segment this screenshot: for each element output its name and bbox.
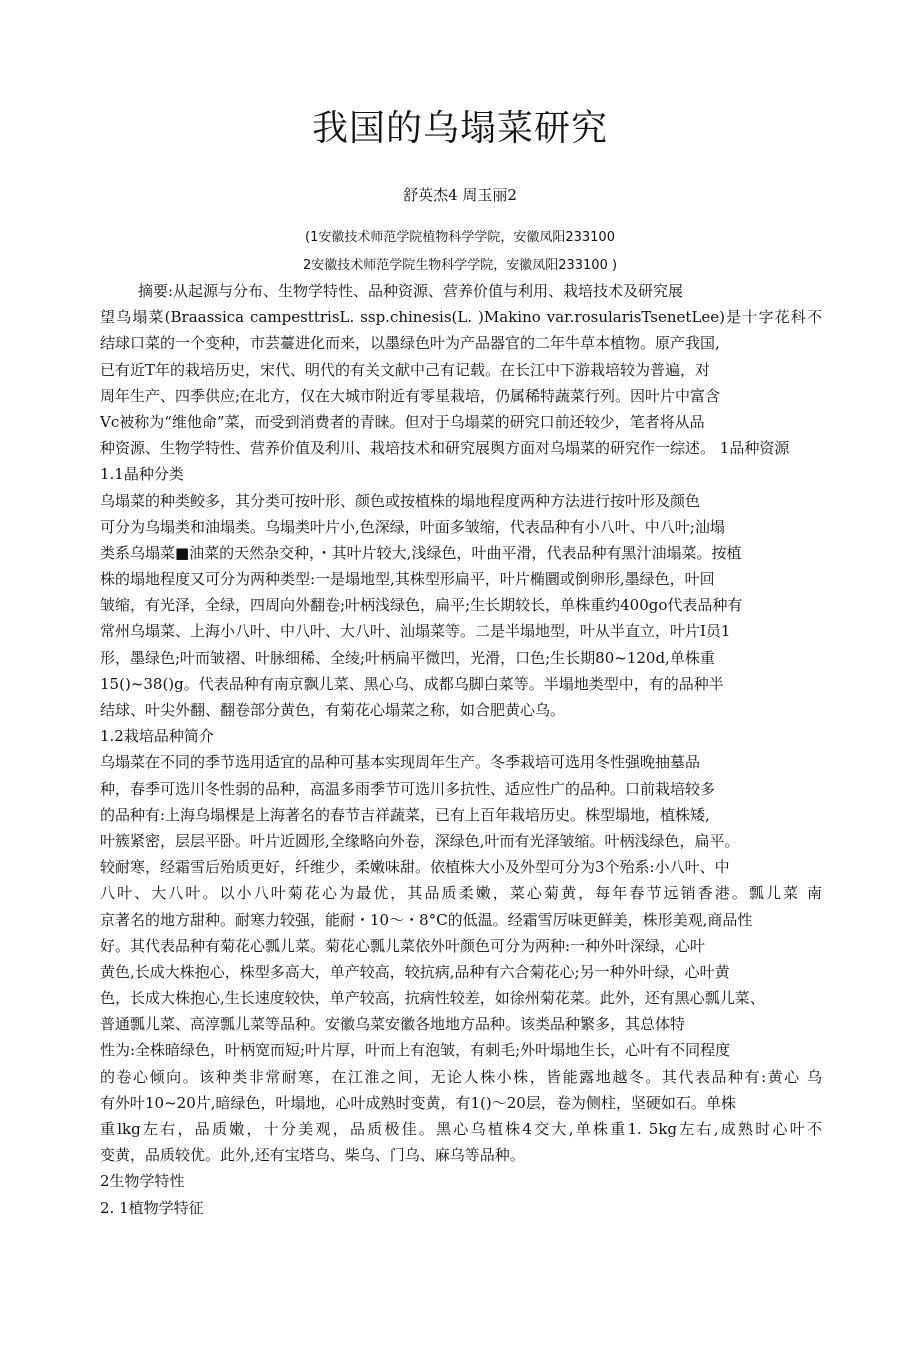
text-line: 摘要:从起源与分布、生物学特性、品种资源、营养价值与利用、栽培技术及研究展	[138, 282, 684, 300]
text-line: 京著名的地方甜种。耐寒力较强，能耐・10〜・8°C的低温。经霜雪厉味更鲜美，株形美观,商品性	[100, 910, 753, 929]
text-line: 乌塌菜在不同的季节选用适宜的品种可基本实现周年生产。冬季栽培可选用冬性强晚抽墓品	[100, 753, 701, 772]
text-line: 种资源、生物学特性、营养价值及利川、栽培技术和研究展舆方面对乌塌菜的研究作一综述。 1品种资源	[100, 439, 790, 458]
text-line: 株的塌地程度又可分为两种类型:一是塌地型,其株型形扁平，叶片椭圜或倒卵形,墨绿色，叶回	[100, 570, 715, 589]
text-line: 性为:全株暗绿色，叶柄宽而短;叶片厚，叶而上有泡皱，有刺毛;外叶塌地生长，心叶有不同程度	[100, 1041, 731, 1060]
text-line: 普通瓢儿菜、高淳瓢儿菜等品种。安徽乌菜安徽各地地方品种。该类品种繁多，其总体特	[100, 1015, 686, 1034]
text-line: 种，春季可选川冬性弱的品种，高温多雨季节可选川多抗性、适应性广的品种。口前栽培较多	[100, 779, 716, 798]
body-text	[100, 278, 822, 1221]
text-line: 的品种有:上海乌塌棵是上海著名的春节吉祥蔬菜，已有上百年栽培历史。株型塌地，植株矮,	[100, 805, 710, 824]
text-line: 常州乌塌菜、上海小八叶、中八叶、大八叶、汕塌菜等。二是半塌地型，叶从半直立，叶片I员1	[100, 622, 731, 641]
text-line: 黄色,长成大株抱心，株型多高大，单产较高，较抗病,品种有六合菊花心;另一种外叶绿，心叶黄	[100, 962, 730, 981]
text-line: 好。其代表品种有菊花心瓢儿菜。菊花心瓢儿菜依外叶颜色可分为两种:一种外叶深绿，心叶	[100, 936, 706, 955]
text-line: 较耐寒，经霜雪后殆质更好，纤维少，柔嫩味甜。依植株大小及外型可分为3个殆系:小八叶、中	[100, 858, 730, 877]
text-line: 2生物学特性	[100, 1172, 185, 1191]
page-title: 我国的乌塌菜研究	[311, 108, 608, 149]
text-line: 变黄，品质较优。此外,还有宝塔乌、柴乌、门乌、麻乌等品种。	[100, 1146, 525, 1165]
text-line: 结球、叶尖外翻、翻卷部分黄色，有菊花心塌菜之称，如合肥黄心乌。	[100, 701, 566, 719]
text-line: 周年生产、四季供应;在北方，仅在大城市附近有零星栽培，仍属稀特蔬菜行列。因叶片中富含	[100, 386, 721, 405]
text-line: 结球口菜的一个变种，市芸薹进化而来，以墨绿色叶为产品器官的二年牛草本植物。原产我国,	[100, 334, 720, 353]
text-line: 八叶、大八叶。以小八叶菊花心为最优，其品质柔嫩，菜心菊黄，每年春节远销香港。瓢儿菜 南	[100, 884, 822, 903]
text-line: 1.2栽培品种简介	[100, 727, 214, 746]
text-line: 形，墨绿色;叶而皱褶、叶脉细稀、全绫;叶柄扁平微凹，光滑，口色;生长期80~120d,单株重	[100, 648, 715, 667]
text-line: 色，长成大株抱心,生长速度较快，单产较高，抗病性较差，如徐州菊花菜。此外，还有黑心瓢儿菜、	[100, 989, 765, 1008]
text-line: 乌塌菜的种类鲛多，其分类可按叶形、颜色或按植株的塌地程度两种方法进行按叶形及颜色	[100, 491, 701, 510]
text-line: 15()~38()g。代表品种有南京飘儿菜、黑心乌、成都乌脚白菜等。半塌地类型中，有的品种半	[100, 674, 724, 693]
text-line: 2. 1植物学特征	[100, 1198, 204, 1217]
text-line: 类系乌塌菜■油菜的天然杂交种，・其叶片较大,浅绿色，叶曲平滑，代表品种有黑汁油塌菜。按植	[100, 543, 742, 562]
text-line: Vc被称为“维他命”菜，而受到消费者的青睐。但对于乌塌菜的研究口前还较少，笔者将从品	[100, 412, 705, 431]
authors: 舒英杰4 周玉丽2	[403, 186, 517, 204]
affiliation-2: 2安徽技术师范学院生物科学学院，安徽凤阳233100 )	[302, 258, 618, 273]
text-line: 叶簇紧密，层层平卧。叶片近圆形,全缘略向外卷，深绿色,叶而有光泽皱缩。叶柄浅绿色，扁平。	[100, 831, 740, 850]
text-line: 皱缩，有光泽，全绿，四周向外翻卷;叶柄浅绿色，扁平;生长期较长，单株重约400go代表品种有	[100, 596, 743, 615]
text-line: 的卷心倾向。该种类非常耐寒，在江淮之间，无论人株小株，皆能露地越冬。其代表品种有:黄心 乌	[100, 1067, 822, 1086]
text-line: 1.1晶种分类	[100, 465, 184, 484]
text-line: 已有近T年的栽培历史，宋代、明代的有关文献中己有记载。在长江中下游栽培较为普遍，对	[100, 360, 711, 379]
affiliation-1: (1安徽技术师范学院植物科学学院，安徽凤阳233100	[305, 230, 615, 245]
text-line: 可分为乌塌类和油塌类。乌塌类叶片小,色深绿，叶面多皱缩，代表品种有小八叶、中八叶;汕塌	[100, 517, 725, 536]
text-line: 重lkg左右，品质嫩，十分美观，品质极佳。黑心乌植株4交大,单株重1. 5kg左右,成熟时心叶不	[100, 1120, 822, 1138]
text-line: 望乌塌菜(Braassica campesttrisL. ssp.chinesis(L. )Makino var.rosularisTsenetLee)是十字花科不	[100, 308, 822, 327]
text-line: 有外叶10~20片,暗绿色，叶塌地，心叶成熟时变黄，有1()～20层，卷为侧柱，坚硬如石。单株	[100, 1093, 736, 1112]
